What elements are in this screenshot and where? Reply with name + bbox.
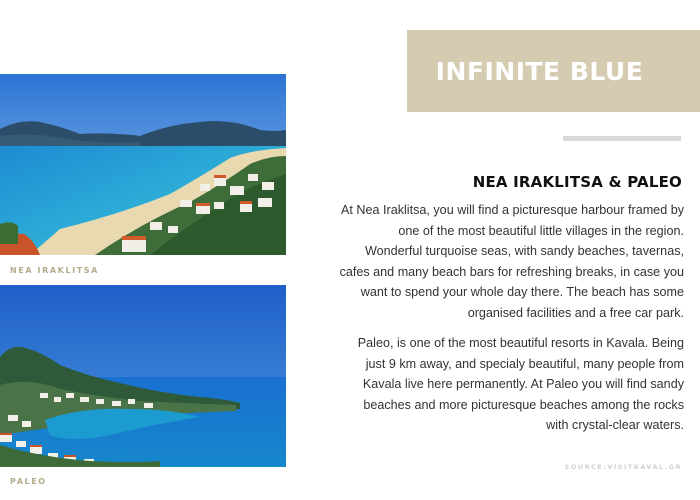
paleo-caption: PALEO (10, 477, 47, 486)
paleo-illustration (0, 285, 286, 467)
page-title: INFINITE BLUE (435, 56, 644, 86)
divider (563, 136, 681, 141)
source-credit: SOURCE:VISITKAVAL.GR (564, 463, 682, 471)
nea-iraklitsa-caption: NEA IRAKLITSA (10, 266, 99, 275)
nea-iraklitsa-illustration (0, 74, 286, 255)
paleo-photo (0, 285, 286, 467)
paragraph-nea-iraklitsa: At Nea Iraklitsa, you will find a picturesque harbour framed by one of the most beautiful little villages in the region. Wonderful turquoise seas, with sandy beaches, tavernas, cafes and many beach bars for refreshing breaks, in case you want to spend your whole day there. The beach has some organised facilities and a free car park. (339, 203, 684, 320)
nea-iraklitsa-photo (0, 74, 286, 255)
title-banner (407, 30, 700, 112)
paragraph-paleo: Paleo, is one of the most beautiful resorts in Kavala. Being just 9 km away, and specialy beautiful, many people from Kavala live here permanently. At Paleo you will find sandy beaches and more picturesque beaches among the rocks with crystal-clear waters. (357, 336, 684, 433)
section-heading: NEA IRAKLITSA & PALEO (472, 173, 682, 191)
